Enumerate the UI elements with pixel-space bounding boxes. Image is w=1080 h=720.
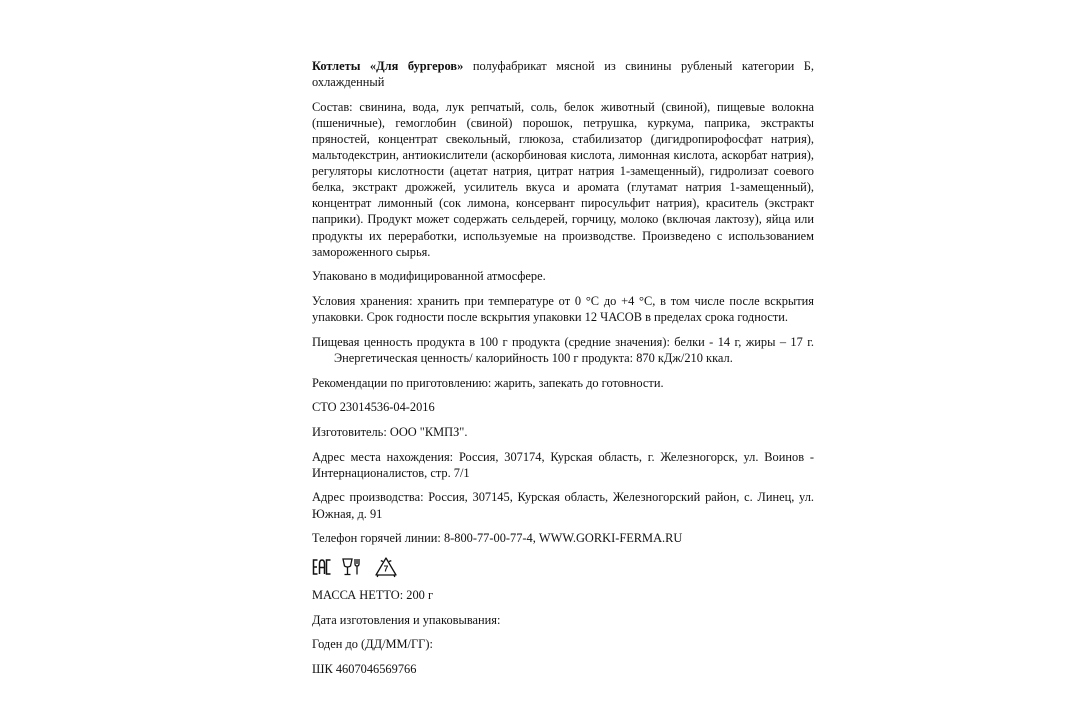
nutrition-facts <box>312 334 814 366</box>
cooking-recommendations: Рекомендации по приготовлению: жарить, запекать до готовности. <box>312 375 664 390</box>
location-address: Адрес места нахождения: Россия, 307174, Курская область, г. Железногорск, ул. Воинов - Интернационалистов, стр. 7/1 <box>312 449 814 480</box>
glass-fork-icon <box>341 557 365 577</box>
net-weight: МАССА НЕТТО: 200 г <box>312 587 434 602</box>
certification-marks <box>312 555 814 579</box>
composition-text: Состав: свинина, вода, лук репчатый, соль, белок животный (свиной), пищевые волокна (пшеничные), гемоглобин (свиной) порошок, петрушка, куркума, паприка, экстракты пряностей, концентрат свекольный, глюкоза, стабилизатор (дигидропирофосфат натрия), мальтодекстрин, антиокислители (аскорбиновая кислота, лимонная кислота, аскорбат натрия), регуляторы кислотности (ацетат натрия, цитрат натрия 1-замещенный), гидролизат соевого белка, экстракт дрожжей, усилитель вкуса и аромата (глутамат натрия 1-замещенный), концентрат лимонный (сок лимона, консервант пиросульфит натрия), краситель (экстракт паприки). Продукт может содержать сельдерей, горчицу, молоко (включая лактозу), яйца или продукты их переработки, используемые на производстве. Произведено с использованием замороженного сырья. <box>312 99 814 259</box>
recycling-7-icon <box>374 556 398 578</box>
standard-code: СТО 23014536-04-2016 <box>312 400 435 415</box>
eac-mark-icon <box>312 558 332 576</box>
packaging-text: Упаковано в модифицированной атмосфере. <box>312 269 546 284</box>
label-document <box>312 58 814 686</box>
product-name: Котлеты «Для бургеров» <box>312 59 464 73</box>
production-date-label: Дата изготовления и упаковывания: <box>312 612 501 627</box>
barcode-text: ШК 4607046569766 <box>312 661 417 676</box>
product-description: полуфабрикат мясной из свинины рубленый категории Б, охлажденный <box>312 59 814 90</box>
product-title <box>312 58 814 90</box>
best-before-label: Годен до (ДД/ММ/ГГ): <box>312 637 433 652</box>
nutrition-values: Пищевая ценность продукта в 100 г продукта (средние значения): белки - 14 г, жиры – 17 г. <box>312 334 814 349</box>
hotline-text: Телефон горячей линии: 8-800-77-00-77-4, WWW.GORKI-FERMA.RU <box>312 531 683 546</box>
energy-value: Энергетическая ценность/ калорийность 100 г продукта: 870 кДж/210 ккал. <box>334 350 733 365</box>
recycling-code: 7 <box>383 563 389 574</box>
manufacturer-text: Изготовитель: ООО "КМПЗ". <box>312 424 468 439</box>
storage-conditions: Условия хранения: хранить при температуре от 0 °С до +4 °С, в том числе после вскрытия упаковки. Срок годности после вскрытия упаковки 12 ЧАСОВ в пределах срока годности. <box>312 294 814 325</box>
production-address: Адрес производства: Россия, 307145, Курская область, Железногорский район, с. Линец, ул. Южная, д. 91 <box>312 490 814 521</box>
